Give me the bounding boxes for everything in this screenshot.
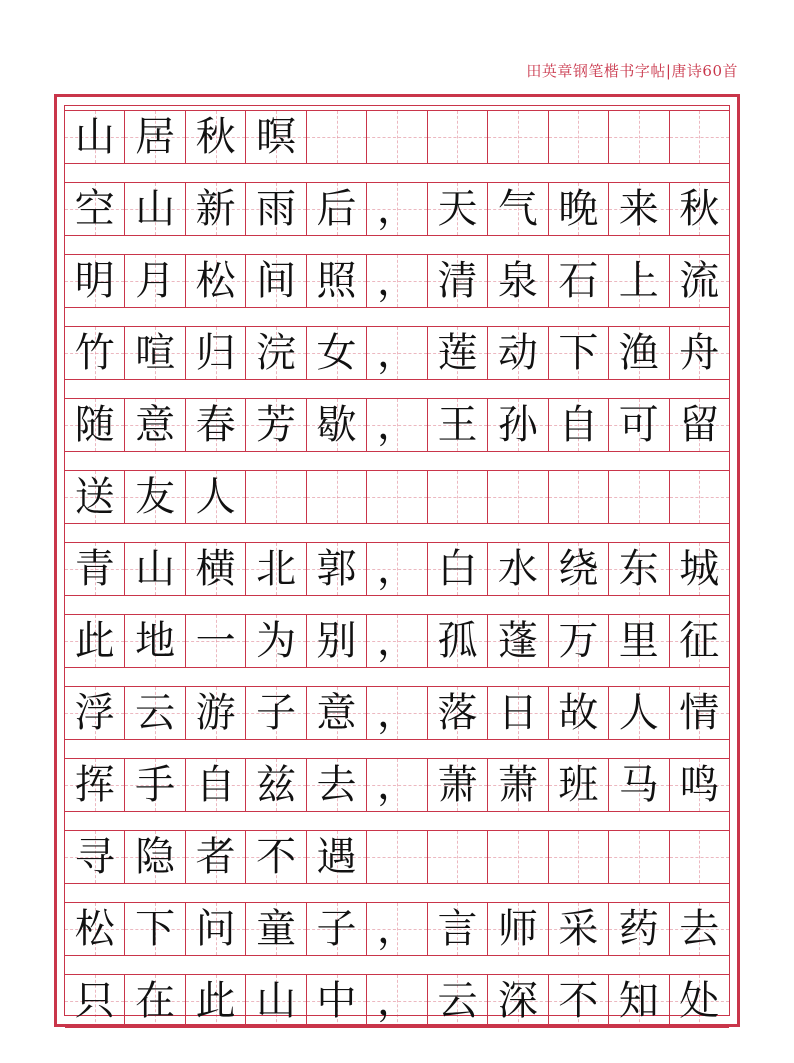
grid-cell	[307, 183, 367, 235]
character: 云	[135, 690, 176, 736]
grid-cell	[65, 831, 125, 883]
character: 里	[618, 618, 659, 664]
grid-cell	[549, 831, 609, 883]
grid-cell	[125, 615, 185, 667]
grid-cell	[367, 975, 427, 1027]
character: 女	[316, 330, 357, 376]
character: ，	[376, 258, 417, 304]
character: 挥	[74, 762, 115, 808]
character: 蓬	[497, 618, 538, 664]
grid-cell	[65, 687, 125, 739]
character: 留	[679, 402, 720, 448]
grid-cell	[125, 399, 185, 451]
character: 自	[558, 402, 599, 448]
grid-cell	[670, 111, 729, 163]
grid-cell	[65, 903, 125, 955]
character: 空	[74, 186, 115, 232]
grid-cell	[367, 903, 427, 955]
character: 故	[558, 690, 599, 736]
character: 月	[135, 258, 176, 304]
character: 动	[497, 330, 538, 376]
grid-frame	[64, 105, 730, 1024]
grid-cell	[125, 255, 185, 307]
character: 去	[679, 906, 720, 952]
grid-cell	[670, 615, 729, 667]
grid-cell	[246, 255, 306, 307]
grid-cell	[125, 183, 185, 235]
grid-row	[65, 758, 729, 812]
grid-cell	[670, 759, 729, 811]
grid-cell	[549, 615, 609, 667]
character: ，	[376, 762, 417, 808]
character: 子	[316, 906, 357, 952]
grid-cell	[65, 975, 125, 1027]
character: 子	[256, 690, 297, 736]
character: 城	[679, 546, 720, 592]
grid-cell	[307, 975, 367, 1027]
character: 清	[437, 258, 478, 304]
character: 泉	[497, 258, 538, 304]
grid-cell	[367, 183, 427, 235]
grid-cell	[65, 543, 125, 595]
character: ，	[376, 906, 417, 952]
grid-cell	[307, 111, 367, 163]
grid-row	[65, 686, 729, 740]
character: 松	[74, 906, 115, 952]
grid-cell	[670, 183, 729, 235]
grid-row	[65, 254, 729, 308]
character: 万	[558, 618, 599, 664]
character: 一	[195, 618, 236, 664]
character: 不	[558, 978, 599, 1024]
grid-cell	[428, 471, 488, 523]
grid-cell	[488, 759, 548, 811]
character: 下	[135, 906, 176, 952]
character: 自	[195, 762, 236, 808]
grid-row	[65, 326, 729, 380]
character: 处	[679, 978, 720, 1024]
grid-cell	[488, 543, 548, 595]
grid-cell	[428, 327, 488, 379]
grid-cell	[609, 687, 669, 739]
grid-cell	[488, 255, 548, 307]
grid-cell	[428, 975, 488, 1027]
character: 郭	[316, 546, 357, 592]
grid-cell	[186, 543, 246, 595]
grid-cell	[609, 399, 669, 451]
character: 游	[195, 690, 236, 736]
character: 兹	[256, 762, 297, 808]
grid-cell	[428, 543, 488, 595]
grid-cell	[367, 615, 427, 667]
grid-cell	[609, 327, 669, 379]
character: 莲	[437, 330, 478, 376]
character: 秋	[679, 186, 720, 232]
grid-cell	[367, 111, 427, 163]
character: 中	[316, 978, 357, 1024]
grid-cell	[367, 327, 427, 379]
grid-cell	[246, 975, 306, 1027]
grid-cell	[65, 255, 125, 307]
grid-cell	[246, 687, 306, 739]
character: 寻	[74, 834, 115, 880]
character: 流	[679, 258, 720, 304]
grid-cell	[307, 399, 367, 451]
grid-cell	[307, 255, 367, 307]
character: 友	[135, 474, 176, 520]
character: ，	[376, 618, 417, 664]
grid-cell	[246, 111, 306, 163]
grid-cell	[367, 471, 427, 523]
grid-cell	[428, 111, 488, 163]
character: 归	[195, 330, 236, 376]
character: 者	[195, 834, 236, 880]
grid-cell	[186, 975, 246, 1027]
grid-cell	[186, 255, 246, 307]
grid-row	[65, 398, 729, 452]
grid-cell	[246, 399, 306, 451]
character: 送	[74, 474, 115, 520]
character: 秋	[195, 114, 236, 160]
grid-cell	[367, 255, 427, 307]
character: 石	[558, 258, 599, 304]
character: 落	[437, 690, 478, 736]
grid-cell	[428, 399, 488, 451]
grid-cell	[488, 183, 548, 235]
character: 松	[195, 258, 236, 304]
character: 意	[316, 690, 357, 736]
character: 山	[256, 978, 297, 1024]
grid-cell	[488, 975, 548, 1027]
grid-cell	[609, 111, 669, 163]
character: ，	[376, 546, 417, 592]
grid-cell	[246, 183, 306, 235]
grid-cell	[609, 759, 669, 811]
grid-cell	[670, 543, 729, 595]
character: 此	[195, 978, 236, 1024]
character: 只	[74, 978, 115, 1024]
character: 歇	[316, 402, 357, 448]
grid-cell	[549, 399, 609, 451]
grid-cell	[307, 903, 367, 955]
character: 山	[135, 186, 176, 232]
character: 气	[497, 186, 538, 232]
grid-cell	[488, 687, 548, 739]
character: 征	[679, 618, 720, 664]
character: ，	[376, 690, 417, 736]
grid-cell	[186, 183, 246, 235]
grid-cell	[428, 759, 488, 811]
character: 北	[256, 546, 297, 592]
character: 不	[256, 834, 297, 880]
character: 青	[74, 546, 115, 592]
grid-cell	[549, 543, 609, 595]
grid-cell	[125, 975, 185, 1027]
grid-cell	[65, 759, 125, 811]
grid-cell	[246, 903, 306, 955]
grid-cell	[246, 615, 306, 667]
character: 舟	[679, 330, 720, 376]
character: 采	[558, 906, 599, 952]
character: 地	[135, 618, 176, 664]
character: 萧	[437, 762, 478, 808]
character: 意	[135, 402, 176, 448]
grid-cell	[488, 111, 548, 163]
character: 此	[74, 618, 115, 664]
grid-cell	[125, 831, 185, 883]
grid-cell	[609, 471, 669, 523]
character: 日	[497, 690, 538, 736]
character: 水	[497, 546, 538, 592]
grid-cell	[549, 903, 609, 955]
character-grid	[65, 106, 729, 1024]
character: 渔	[618, 330, 659, 376]
grid-cell	[125, 903, 185, 955]
grid-cell	[367, 759, 427, 811]
grid-cell	[246, 759, 306, 811]
character: 王	[437, 402, 478, 448]
character: 去	[316, 762, 357, 808]
character: 可	[618, 402, 659, 448]
grid-cell	[609, 831, 669, 883]
character: 鸣	[679, 762, 720, 808]
character: 天	[437, 186, 478, 232]
grid-cell	[488, 831, 548, 883]
character: 浣	[256, 330, 297, 376]
character: 马	[618, 762, 659, 808]
character: 人	[195, 474, 236, 520]
grid-cell	[549, 759, 609, 811]
grid-cell	[609, 255, 669, 307]
grid-cell	[186, 759, 246, 811]
character: 新	[195, 186, 236, 232]
grid-cell	[609, 543, 669, 595]
grid-cell	[488, 327, 548, 379]
grid-cell	[549, 327, 609, 379]
character: 童	[256, 906, 297, 952]
character: ，	[376, 402, 417, 448]
grid-cell	[65, 471, 125, 523]
grid-cell	[246, 471, 306, 523]
grid-cell	[65, 183, 125, 235]
grid-cell	[65, 327, 125, 379]
character: 竹	[74, 330, 115, 376]
character: 春	[195, 402, 236, 448]
character: 下	[558, 330, 599, 376]
character: ，	[376, 186, 417, 232]
character: 师	[497, 906, 538, 952]
grid-cell	[125, 111, 185, 163]
grid-cell	[125, 471, 185, 523]
character: 暝	[256, 114, 297, 160]
grid-cell	[549, 183, 609, 235]
grid-cell	[125, 687, 185, 739]
character: 上	[618, 258, 659, 304]
character: 情	[679, 690, 720, 736]
grid-cell	[549, 471, 609, 523]
grid-cell	[186, 471, 246, 523]
grid-cell	[307, 759, 367, 811]
grid-cell	[186, 687, 246, 739]
grid-cell	[246, 543, 306, 595]
character: 深	[497, 978, 538, 1024]
grid-cell	[125, 327, 185, 379]
character: 随	[74, 402, 115, 448]
grid-row	[65, 974, 729, 1028]
grid-cell	[186, 903, 246, 955]
character: 问	[195, 906, 236, 952]
grid-cell	[609, 183, 669, 235]
grid-cell	[186, 111, 246, 163]
grid-cell	[246, 831, 306, 883]
character: 孤	[437, 618, 478, 664]
grid-cell	[549, 255, 609, 307]
grid-cell	[65, 111, 125, 163]
grid-cell	[307, 471, 367, 523]
grid-cell	[609, 903, 669, 955]
character: 晚	[558, 186, 599, 232]
character: 手	[135, 762, 176, 808]
grid-cell	[670, 327, 729, 379]
grid-cell	[428, 255, 488, 307]
grid-cell	[367, 831, 427, 883]
character: 间	[256, 258, 297, 304]
character: 孙	[497, 402, 538, 448]
grid-cell	[670, 831, 729, 883]
character: 居	[135, 114, 176, 160]
character: 遇	[316, 834, 357, 880]
grid-cell	[307, 327, 367, 379]
character: 班	[558, 762, 599, 808]
grid-cell	[488, 399, 548, 451]
grid-cell	[307, 543, 367, 595]
grid-cell	[367, 543, 427, 595]
grid-cell	[367, 687, 427, 739]
grid-row	[65, 542, 729, 596]
grid-cell	[670, 471, 729, 523]
character: 浮	[74, 690, 115, 736]
character: 言	[437, 906, 478, 952]
grid-cell	[367, 399, 427, 451]
grid-cell	[670, 255, 729, 307]
character: 知	[618, 978, 659, 1024]
grid-cell	[488, 615, 548, 667]
grid-cell	[428, 615, 488, 667]
grid-cell	[186, 399, 246, 451]
character: 横	[195, 546, 236, 592]
page-header: 田英章钢笔楷书字帖|唐诗60首	[526, 62, 738, 80]
grid-cell	[549, 975, 609, 1027]
character: 萧	[497, 762, 538, 808]
character: 照	[316, 258, 357, 304]
grid-row	[65, 902, 729, 956]
grid-cell	[307, 687, 367, 739]
grid-cell	[670, 687, 729, 739]
grid-cell	[609, 975, 669, 1027]
character: ，	[376, 978, 417, 1024]
grid-cell	[186, 831, 246, 883]
grid-cell	[186, 327, 246, 379]
character: 东	[618, 546, 659, 592]
grid-cell	[246, 327, 306, 379]
grid-row	[65, 182, 729, 236]
grid-cell	[65, 399, 125, 451]
grid-cell	[186, 615, 246, 667]
character: 山	[135, 546, 176, 592]
character: ，	[376, 330, 417, 376]
character: 绕	[558, 546, 599, 592]
character: 来	[618, 186, 659, 232]
grid-cell	[670, 399, 729, 451]
grid-cell	[307, 615, 367, 667]
grid-cell	[307, 831, 367, 883]
grid-cell	[670, 975, 729, 1027]
grid-cell	[670, 903, 729, 955]
grid-row	[65, 614, 729, 668]
grid-cell	[65, 615, 125, 667]
grid-cell	[609, 615, 669, 667]
grid-cell	[488, 471, 548, 523]
character: 明	[74, 258, 115, 304]
character: 在	[135, 978, 176, 1024]
practice-sheet	[54, 94, 740, 1027]
grid-row	[65, 470, 729, 524]
character: 雨	[256, 186, 297, 232]
character: 芳	[256, 402, 297, 448]
grid-cell	[549, 687, 609, 739]
grid-cell	[428, 831, 488, 883]
grid-cell	[428, 687, 488, 739]
character: 人	[618, 690, 659, 736]
character: 别	[316, 618, 357, 664]
character: 隐	[135, 834, 176, 880]
character: 药	[618, 906, 659, 952]
grid-cell	[428, 183, 488, 235]
grid-row	[65, 110, 729, 164]
character: 喧	[135, 330, 176, 376]
character: 为	[256, 618, 297, 664]
character: 山	[74, 114, 115, 160]
grid-cell	[488, 903, 548, 955]
grid-cell	[549, 111, 609, 163]
character: 云	[437, 978, 478, 1024]
grid-row	[65, 830, 729, 884]
grid-cell	[125, 543, 185, 595]
grid-cell	[125, 759, 185, 811]
character: 白	[437, 546, 478, 592]
character: 后	[316, 186, 357, 232]
grid-cell	[428, 903, 488, 955]
